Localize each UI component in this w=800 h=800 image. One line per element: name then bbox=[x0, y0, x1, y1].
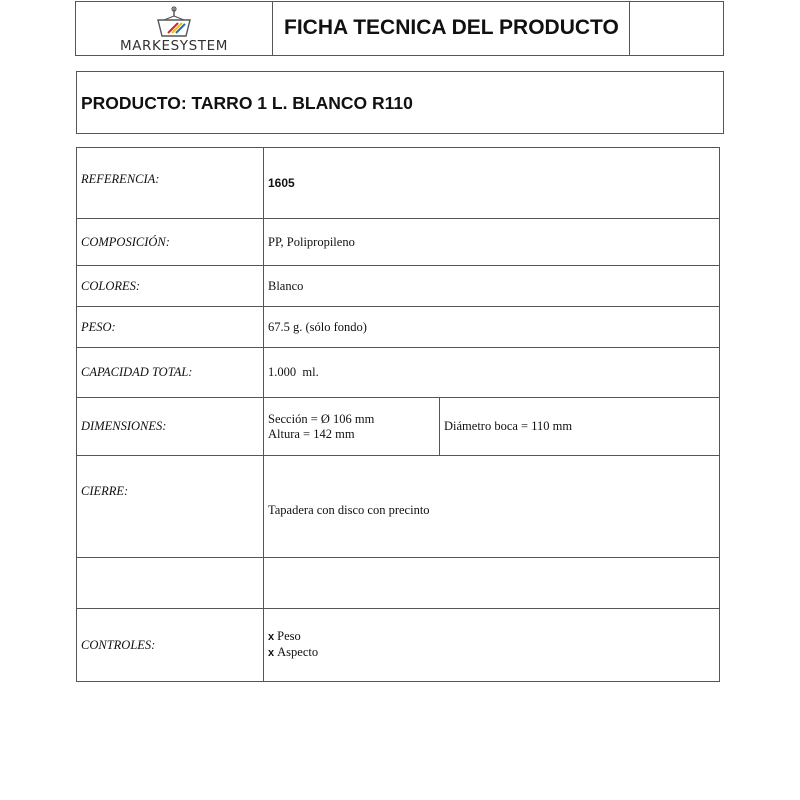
control-peso: Peso bbox=[277, 629, 301, 643]
table-row-dimensiones bbox=[77, 398, 720, 456]
list-item bbox=[268, 629, 715, 645]
product-title: PRODUCTO: TARRO 1 L. BLANCO R110 bbox=[81, 93, 413, 113]
altura-value: Altura = 142 mm bbox=[268, 426, 355, 441]
controles-label: CONTROLES: bbox=[77, 609, 264, 682]
cierre-value: Tapadera con disco con precinto bbox=[264, 456, 720, 558]
diametro-boca-value: Diámetro boca = 110 mm bbox=[440, 398, 720, 456]
referencia-value bbox=[264, 148, 720, 219]
list-item bbox=[268, 645, 715, 661]
dimensiones-label: DIMENSIONES: bbox=[77, 398, 264, 456]
spec-table bbox=[76, 147, 720, 682]
table-row-blank bbox=[77, 558, 720, 609]
capacidad-label: CAPACIDAD TOTAL: bbox=[77, 348, 264, 398]
table-row-colores bbox=[77, 266, 720, 307]
logo-icon bbox=[154, 6, 194, 38]
cierre-label: CIERRE: bbox=[77, 456, 264, 558]
peso-value: 67.5 g. (sólo fondo) bbox=[264, 307, 720, 348]
check-mark-icon: x bbox=[268, 647, 275, 659]
dimensiones-seccion-cell bbox=[264, 398, 440, 456]
blank-cell bbox=[629, 2, 723, 55]
product-box bbox=[76, 71, 724, 134]
colores-value: Blanco bbox=[264, 266, 720, 307]
capacidad-value: 1.000 ml. bbox=[264, 348, 720, 398]
blank-value bbox=[264, 558, 720, 609]
composicion-value: PP, Polipropileno bbox=[264, 219, 720, 266]
title-cell bbox=[272, 2, 630, 55]
blank-label bbox=[77, 558, 264, 609]
header bbox=[75, 1, 724, 56]
colores-label: COLORES: bbox=[77, 266, 264, 307]
referencia-number: 1605 bbox=[268, 175, 295, 190]
check-mark-icon: x bbox=[268, 631, 275, 643]
referencia-label: REFERENCIA: bbox=[77, 148, 264, 219]
document-title: FICHA TECNICA DEL PRODUCTO bbox=[284, 16, 619, 39]
table-row-peso bbox=[77, 307, 720, 348]
table-row-composicion bbox=[77, 219, 720, 266]
control-aspecto: Aspecto bbox=[277, 645, 319, 659]
table-row-capacidad bbox=[77, 348, 720, 398]
logo-cell bbox=[76, 2, 273, 55]
peso-label: PESO: bbox=[77, 307, 264, 348]
composicion-label: COMPOSICIÓN: bbox=[77, 219, 264, 266]
table-row-cierre bbox=[77, 456, 720, 558]
table-row-referencia bbox=[77, 148, 720, 219]
controles-list bbox=[264, 609, 720, 682]
logo-text: MARKESYSTEM bbox=[119, 38, 229, 54]
table-row-controles bbox=[77, 609, 720, 682]
seccion-value: Sección = Ø 106 mm bbox=[268, 411, 375, 426]
